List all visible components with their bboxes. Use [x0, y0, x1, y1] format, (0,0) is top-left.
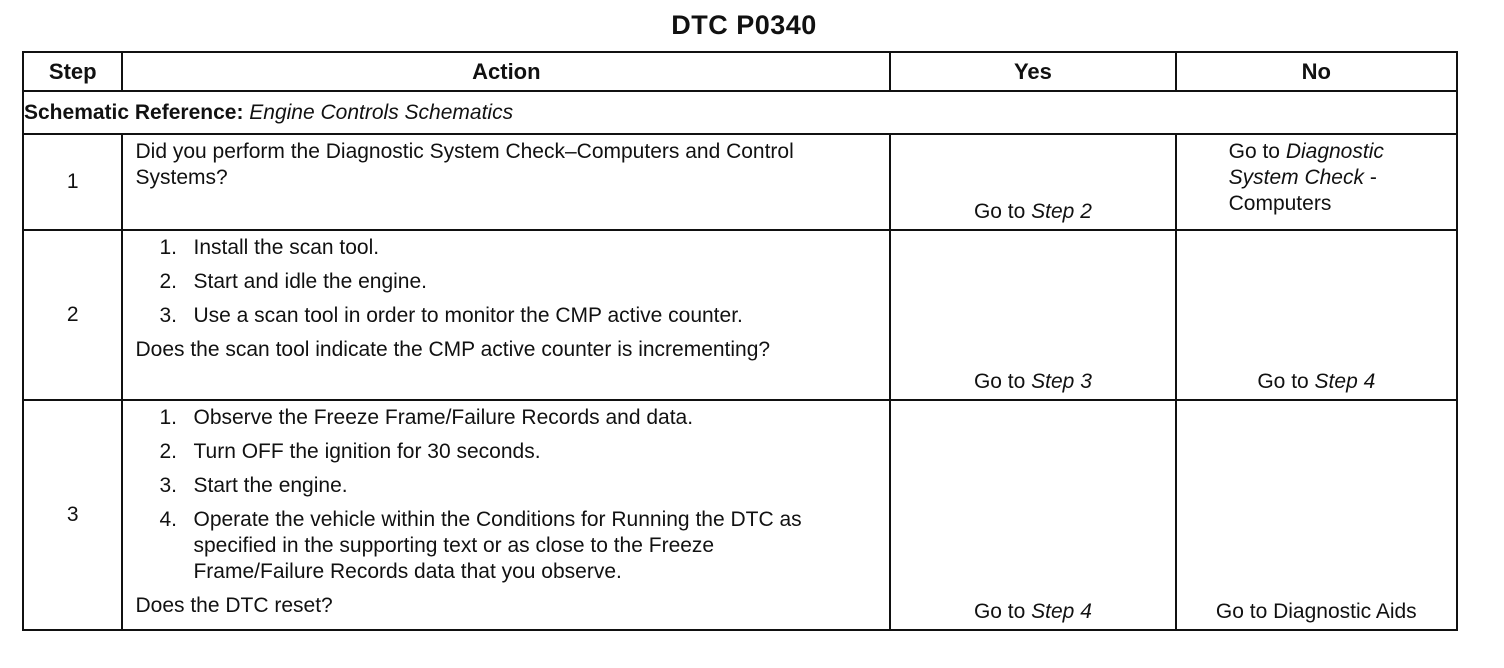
header-yes: Yes [890, 52, 1175, 91]
no-cell [1176, 134, 1457, 230]
action-cell [122, 230, 890, 400]
question-text: Does the scan tool indicate the CMP active counter is incrementing? [135, 338, 771, 361]
list-item: 2. Turn OFF the ignition for 30 seconds. [159, 440, 541, 463]
schematic-reference-link[interactable]: Engine Controls Schematics [249, 100, 514, 124]
no-prefix: Go to [1257, 370, 1315, 393]
list-item: 3. Start the engine. [159, 474, 348, 497]
yes-step-link[interactable]: Step 4 [1031, 600, 1092, 623]
step-number: 3 [23, 400, 122, 630]
action-cell [122, 134, 890, 230]
step-number: 2 [23, 230, 122, 400]
yes-prefix: Go to [973, 600, 1032, 623]
list-item: 1. Observe the Freeze Frame/Failure Records and data. [159, 406, 694, 429]
table-row [23, 230, 1457, 400]
table-row [23, 400, 1457, 630]
no-cell [1176, 400, 1457, 630]
yes-cell [890, 230, 1175, 400]
list-item: 4. Operate the vehicle within the Conditions for Running the DTC as specified in the supporting text or as close to the Freeze Frame/Failure Records data that you observe. [159, 508, 802, 583]
list-item: 2. Start and idle the engine. [159, 270, 427, 293]
substep-list [135, 235, 877, 329]
schematic-reference-label: Schematic Reference: [24, 100, 244, 124]
step-number: 1 [23, 134, 122, 230]
yes-cell [890, 400, 1175, 630]
list-item: 1. Install the scan tool. [159, 236, 380, 259]
no-prefix: Go to [1228, 140, 1286, 163]
diagnostic-table [22, 51, 1458, 631]
yes-step-link[interactable]: Step 2 [1031, 200, 1092, 223]
header-row [23, 52, 1457, 91]
header-no: No [1176, 52, 1457, 91]
schematic-reference-row [23, 91, 1457, 134]
no-cell [1176, 230, 1457, 400]
no-step-link[interactable]: Step 4 [1314, 370, 1376, 393]
table-row [23, 134, 1457, 230]
no-link-diagnostic-system-check[interactable]: Diagnostic System Check [1228, 140, 1384, 189]
list-item: 3. Use a scan tool in order to monitor the CMP active counter. [159, 304, 743, 327]
action-cell [122, 400, 890, 630]
header-action: Action [122, 52, 890, 91]
action-text: Did you perform the Diagnostic System Check–Computers and Control Systems? [135, 140, 794, 189]
yes-prefix: Go to [973, 370, 1032, 393]
yes-step-link[interactable]: Step 3 [1031, 370, 1092, 393]
yes-cell [890, 134, 1175, 230]
page-title: DTC P0340 [671, 10, 817, 40]
yes-prefix: Go to [973, 200, 1032, 223]
no-diagnostic-aids-link[interactable]: Go to Diagnostic Aids [1215, 600, 1417, 623]
substep-list [135, 405, 877, 585]
schematic-reference [23, 91, 1457, 134]
question-text: Does the DTC reset? [135, 594, 333, 617]
header-step: Step [23, 52, 122, 91]
no-suffix: - Computers [1228, 166, 1377, 215]
